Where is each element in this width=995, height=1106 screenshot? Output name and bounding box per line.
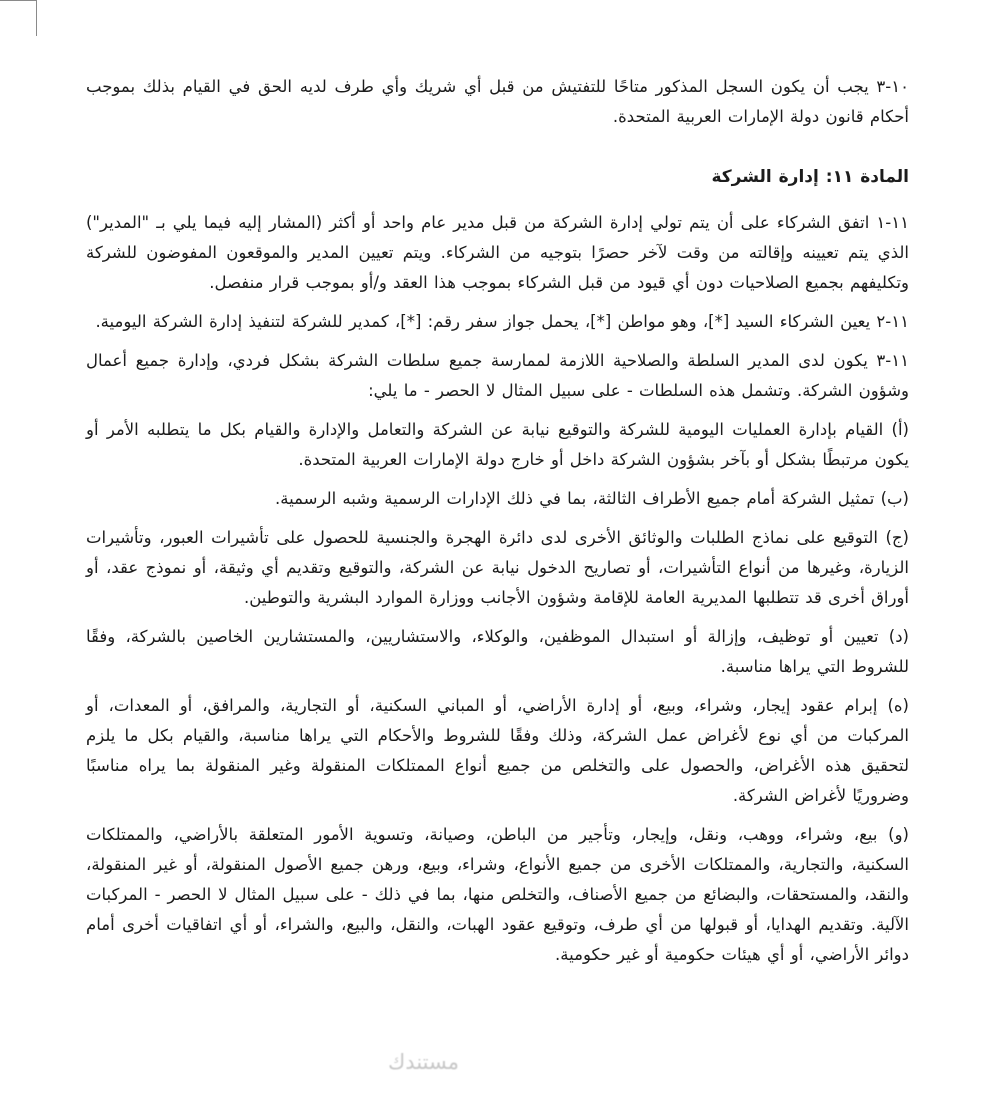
clause-11-3: ١١-٣ يكون لدى المدير السلطة والصلاحية اللازمة لممارسة جميع سلطات الشركة بشكل فردي، وإدارة جميع أعمال وشؤون الشركة. وتشمل هذه السلطات - على سبيل المثال لا الحصر - ما يلي: — [86, 351, 909, 400]
clause-11-1: ١١-١ اتفق الشركاء على أن يتم تولي إدارة الشركة من قبل مدير عام واحد أو أكثر (المشار إليه فيما يلي بـ "المدير") الذي يتم تعيينه وإقالته من وقت لآخر حصرًا بتوجيه من الشركاء. ويتم تعيين المدير والموقعون المفوضون للشركة وتكليفهم بجميع الصلاحيات دون أي قيود من قبل الشركاء بموجب هذا العقد و/أو بموجب قرار منفصل. — [86, 213, 909, 292]
page-corner-mark — [0, 0, 37, 36]
subclause-w: (و) بيع، وشراء، ووهب، ونقل، وإيجار، وتأجير من الباطن، وصيانة، وتسوية الأمور المتعلقة بالأراضي، والممتلكات السكنية، والتجارية، والممتلكات الأخرى من جميع الأنواع، وشراء، وبيع، ورهن جميع الأصول المنقولة، أو غير المنقولة، والنقد، والمستحقات، والبضائع من جميع الأصناف، والتخلص منها، بما في ذلك - على سبيل المثال لا الحصر - المركبات الآلية. وتقديم الهدايا، أو قبولها من أي طرف، وتوقيع عقود الهبات، والنقل، والبيع، والشراء، أو أي اتفاقيات أخرى أمام دوائر الأراضي، أو أي هيئات حكومية أو غير حكومية. — [86, 825, 909, 964]
subclause-b: (ب) تمثيل الشركة أمام جميع الأطراف الثالثة، بما في ذلك الإدارات الرسمية وشبه الرسمية. — [275, 489, 909, 508]
clause-10-3: ١٠-٣ يجب أن يكون السجل المذكور متاحًا للتفتيش من قبل أي شريك وأي طرف لديه الحق في القيام بذلك بموجب أحكام قانون دولة الإمارات العربية المتحدة. — [86, 77, 909, 126]
subclause-d: (د) تعيين أو توظيف، وإزالة أو استبدال الموظفين، والوكلاء، والاستشاريين، والمستشارين الخاصين بالشركة، وفقًا للشروط التي يراها مناسبة. — [86, 627, 909, 676]
subclause-j: (ج) التوقيع على نماذج الطلبات والوثائق الأخرى لدى دائرة الهجرة والجنسية للحصول على تأشيرات العبور، وتأشيرات الزيارة، وغيرها من أنواع التأشيرات، أو تصاريح الدخول نيابة عن الشركة، والتوقيع وتقديم أي وثيقة، أو نموذج عقد، أو أوراق أخرى قد تتطلبها المديرية العامة للإقامة وشؤون الأجانب ووزارة الموارد البشرية والتوطين. — [86, 528, 909, 607]
article-11-heading: المادة ١١: إدارة الشركة — [711, 167, 909, 187]
contract-body — [86, 72, 909, 970]
watermark: مستندك — [388, 1050, 459, 1074]
clause-11-2: ١١-٢ يعين الشركاء السيد [*]، وهو مواطن [*]، يحمل جواز سفر رقم: [*]، كمدير للشركة لتنفيذ إدارة الشركة اليومية. — [95, 312, 909, 331]
subclause-h: (ه) إبرام عقود إيجار، وشراء، وبيع، أو إدارة الأراضي، أو المباني السكنية، أو التجارية، والمرافق، أو المعدات، أو المركبات من أي نوع لأغراض عمل الشركة، وذلك وفقًا للشروط والأحكام التي يراها مناسبة، والقيام بكل ما يلزم لتحقيق هذه الأغراض، والحصول على والتخلص من جميع أنواع الممتلكات المنقولة وغير المنقولة بما يراه مناسبًا وضروريًا لأغراض الشركة. — [86, 696, 909, 805]
subclause-a: (أ) القيام بإدارة العمليات اليومية للشركة والتوقيع نيابة عن الشركة والتعامل والإدارة والقيام بكل ما يتطلبه الأمر أو يكون مرتبطًا بشكل أو بآخر بشؤون الشركة داخل أو خارج دولة الإمارات العربية المتحدة. — [86, 420, 909, 469]
